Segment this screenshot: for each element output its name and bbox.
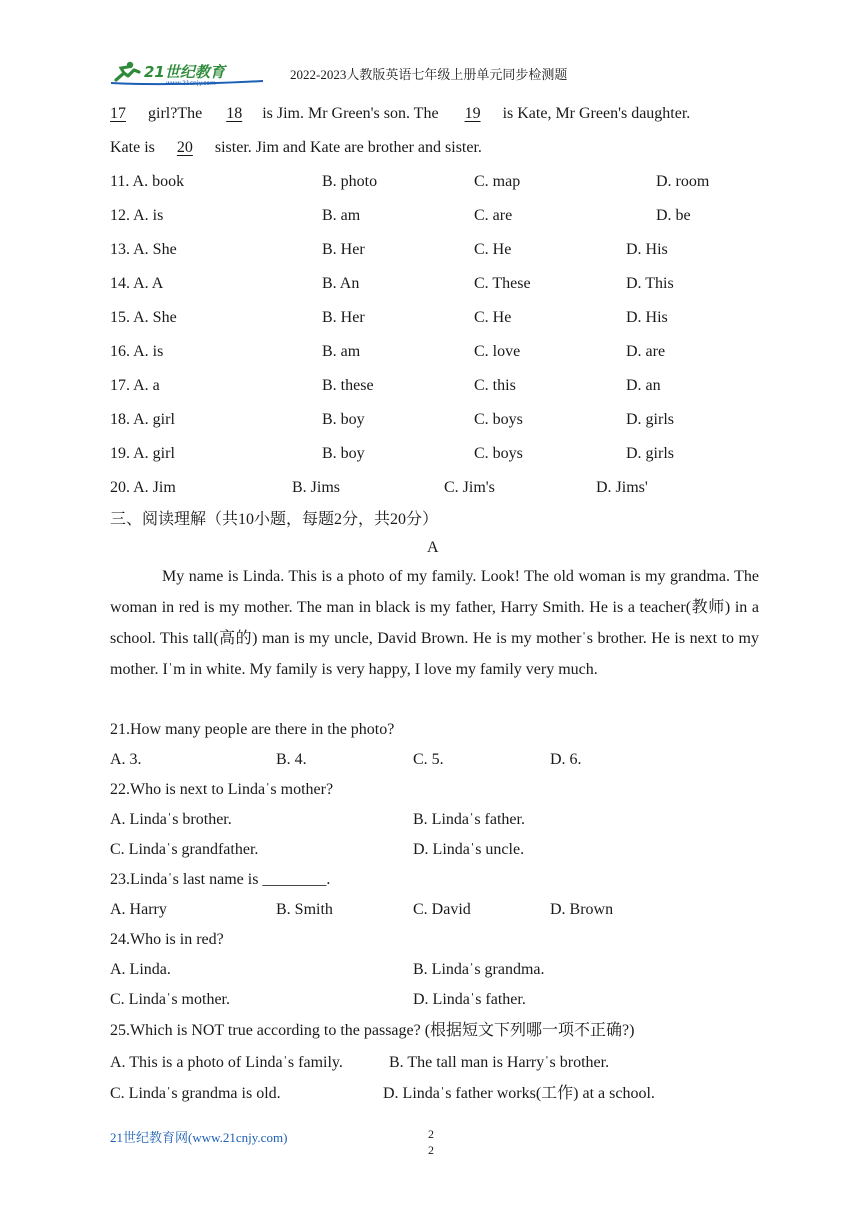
option-20-c: C. Jim's: [444, 479, 495, 496]
q24-option-c: C. Lindaˈs mother.: [110, 991, 230, 1008]
option-13-a: 13. A. She: [110, 241, 177, 258]
question-24: 24.Who is in red?: [110, 931, 224, 948]
option-12-a: 12. A. is: [110, 207, 164, 224]
cloze-text: is Jim. Mr Green's son. The: [258, 105, 443, 122]
footer-site-link[interactable]: 21世纪教育网(www.21cnjy.com): [110, 1130, 288, 1145]
question-22: 22.Who is next to Lindaˈs mother?: [110, 781, 334, 798]
page-number: 2: [428, 1127, 434, 1141]
cloze-line-2: [110, 138, 482, 158]
q24-option-b: B. Lindaˈs grandma.: [413, 961, 545, 978]
blank-17: 17: [110, 105, 126, 122]
option-17-b: B. these: [322, 377, 374, 394]
option-18-a: 18. A. girl: [110, 411, 175, 428]
option-11-a: 11. A. book: [110, 173, 185, 190]
section-heading: 三、阅读理解（共10小题，每题2分，共20分）: [110, 511, 439, 528]
option-17-d: D. an: [626, 377, 661, 394]
blank-19: 19: [464, 105, 481, 122]
blank-18: 18: [226, 105, 243, 122]
q23-option-c: C. David: [413, 901, 471, 918]
option-14-b: B. An: [322, 275, 360, 292]
q22-option-b: B. Lindaˈs father.: [413, 811, 525, 828]
option-14-c: C. These: [474, 275, 531, 292]
q23-option-a: A. Harry: [110, 901, 167, 918]
option-14-d: D. This: [626, 275, 674, 292]
option-15-a: 15. A. She: [110, 309, 177, 326]
option-19-b: B. boy: [322, 445, 365, 462]
option-18-c: C. boys: [474, 411, 523, 428]
reading-passage: My name is Linda. This is a photo of my family. Look! The old woman is my grandma. The woman in red is my mother. The man in black is my father, Harry Smith. He is a teacher(教师) in a school. This tall(高的) man is my uncle, David Brown. He is my motherˈs brother. He is next to my mother. Iˈm in white. My family is very happy, I love my family very much.: [110, 568, 759, 678]
q25-option-b: B. The tall man is Harryˈs brother.: [389, 1054, 610, 1071]
question-25: 25.Which is NOT true according to the passage? (根据短文下列哪一项不正确?): [110, 1022, 635, 1039]
q22-option-d: D. Lindaˈs uncle.: [413, 841, 525, 858]
svg-text:21世纪教育: 21世纪教育: [144, 63, 225, 81]
option-19-a: 19. A. girl: [110, 445, 175, 462]
q21-option-c: C. 5.: [413, 751, 444, 768]
option-16-a: 16. A. is: [110, 343, 164, 360]
option-12-c: C. are: [474, 207, 513, 224]
cloze-text: is Kate, Mr Green's daughter.: [498, 105, 691, 122]
q21-option-a: A. 3.: [110, 751, 142, 768]
option-17-c: C. this: [474, 377, 516, 394]
option-19-c: C. boys: [474, 445, 523, 462]
option-15-c: C. He: [474, 309, 512, 326]
q21-option-d: D. 6.: [550, 751, 582, 768]
option-16-b: B. am: [322, 343, 361, 360]
option-18-d: D. girls: [626, 411, 674, 428]
q22-option-c: C. Lindaˈs grandfather.: [110, 841, 259, 858]
option-11-d: D. room: [656, 173, 710, 190]
option-20-a: 20. A. Jim: [110, 479, 176, 496]
option-17-a: 17. A. a: [110, 377, 160, 394]
option-13-c: C. He: [474, 241, 512, 258]
cloze-text: girl?The: [144, 105, 207, 122]
publisher-logo: [108, 60, 268, 86]
q23-option-d: D. Brown: [550, 901, 614, 918]
option-11-b: B. photo: [322, 173, 378, 190]
cloze-line-1: [110, 104, 690, 124]
question-23: 23.Lindaˈs last name is ________.: [110, 871, 331, 888]
option-20-b: B. Jims: [292, 479, 341, 496]
passage-label: A: [427, 539, 439, 556]
q25-option-a: A. This is a photo of Lindaˈs family.: [110, 1054, 343, 1071]
blank-20: 20: [176, 139, 193, 156]
option-14-a: 14. A. A: [110, 275, 164, 292]
q21-option-b: B. 4.: [276, 751, 307, 768]
running-man-logo-icon: [108, 60, 268, 86]
option-20-d: D. Jims': [596, 479, 648, 496]
option-13-d: D. His: [626, 241, 668, 258]
option-18-b: B. boy: [322, 411, 365, 428]
option-19-d: D. girls: [626, 445, 674, 462]
option-16-c: C. love: [474, 343, 521, 360]
page-number-dup: 2: [428, 1143, 434, 1157]
option-12-d: D. be: [656, 207, 691, 224]
q25-option-d: D. Lindaˈs father works(工作) at a school.: [383, 1085, 655, 1102]
cloze-text: Kate is: [110, 139, 159, 156]
option-13-b: B. Her: [322, 241, 365, 258]
question-21: 21.How many people are there in the photo?: [110, 721, 395, 738]
option-15-b: B. Her: [322, 309, 365, 326]
option-12-b: B. am: [322, 207, 361, 224]
option-11-c: C. map: [474, 173, 521, 190]
q22-option-a: A. Lindaˈs brother.: [110, 811, 232, 828]
option-15-d: D. His: [626, 309, 668, 326]
svg-text:www.21cnjy.com: www.21cnjy.com: [166, 80, 216, 86]
q24-option-a: A. Linda.: [110, 961, 171, 978]
option-16-d: D. are: [626, 343, 666, 360]
cloze-text: sister. Jim and Kate are brother and sister.: [210, 139, 482, 156]
q24-option-d: D. Lindaˈs father.: [413, 991, 526, 1008]
header-title: 2022-2023人教版英语七年级上册单元同步检测题: [290, 67, 568, 82]
q25-option-c: C. Lindaˈs grandma is old.: [110, 1085, 281, 1102]
q23-option-b: B. Smith: [276, 901, 333, 918]
